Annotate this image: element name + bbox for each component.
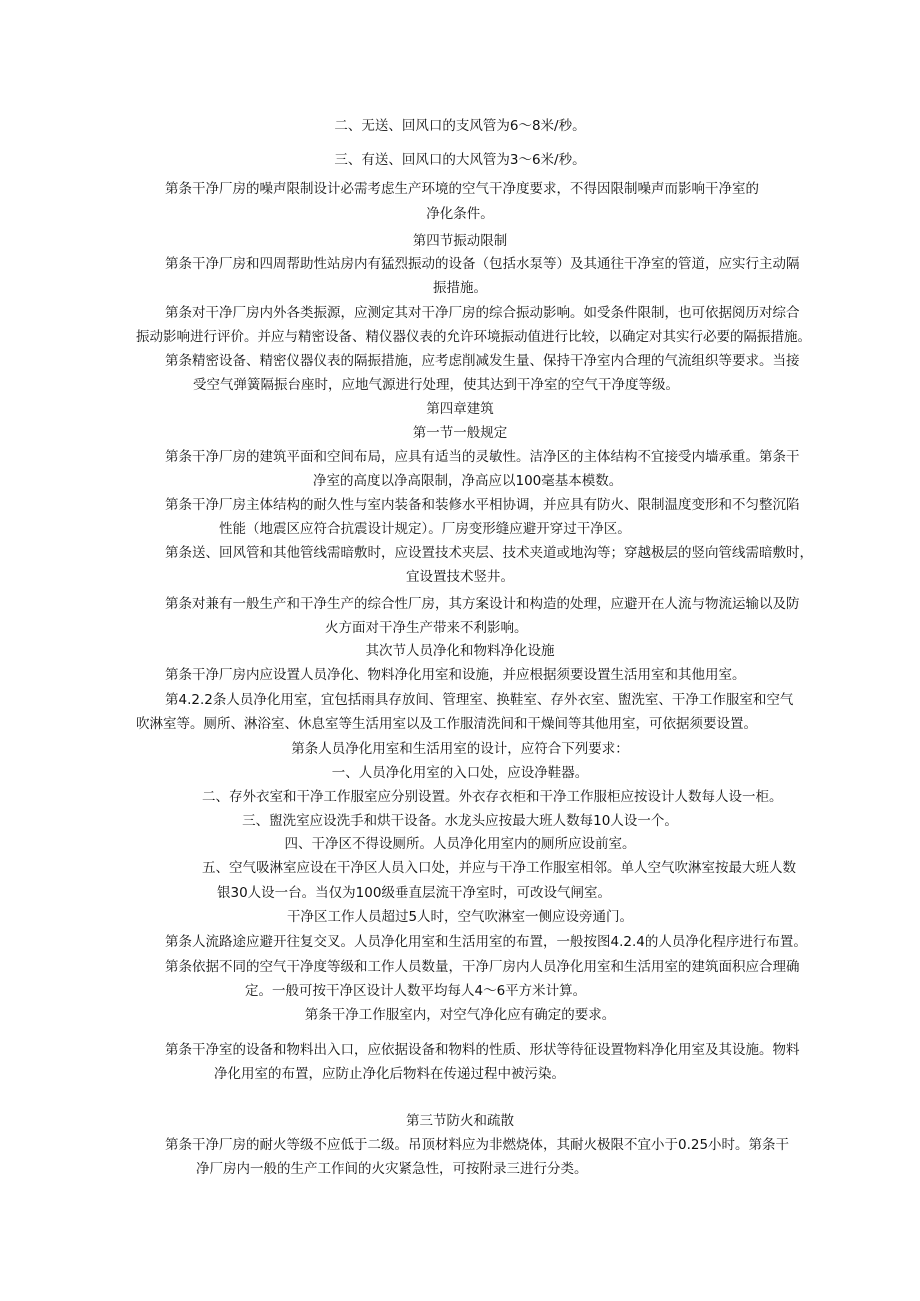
text-line: 第4.2.2条人员净化用室，宜包括雨具存放间、管理室、换鞋室、存外衣室、盥洗室、干净工作服室和空气 <box>165 692 794 708</box>
text-line: 二、无送、回风口的支风管为6～8米/秒。 <box>334 118 586 134</box>
text-line: 银30人设一台。当仅为100级垂直层流干净室时，可改设气闸室。 <box>217 885 611 901</box>
text-line: 第条人流路途应避开往复交叉。人员净化用室和生活用室的布置，一般按图4.2.4的人员净化程序进行布置。 <box>165 934 807 950</box>
text-line: 第条干净厂房内应设置人员净化、物料净化用室和设施，并应根据须要设置生活用室和其他用室。 <box>165 667 746 683</box>
text-line: 四、干净区不得设厕所。人员净化用室内的厕所应设前室。 <box>284 836 636 852</box>
text-line: 振动影响进行评价。并应与精密设备、精仪器仪表的允许环境振动值进行比较，以确定对其实行必要的隔振措施。 <box>136 329 811 345</box>
text-line: 干净区工作人员超过5人时，空气吹淋室一侧应设旁通门。 <box>286 909 634 925</box>
text-line: 性能（地震区应符合抗震设计规定）。厂房变形缝应避开穿过干净区。 <box>219 521 631 537</box>
text-line: 净化条件。 <box>426 206 494 222</box>
text-line: 第条干净厂房的噪声限制设计必需考虑生产环境的空气干净度要求，不得因限制噪声而影响干净室的 <box>165 181 759 197</box>
section-heading: 其次节人员净化和物料净化设施 <box>365 643 555 659</box>
text-line: 第条精密设备、精密仪器仪表的隔振措施，应考虑削减发生量、保持干净室内合理的气流组织等要求。当接 <box>165 353 800 369</box>
text-line: 第条对兼有一般生产和干净生产的综合性厂房，其方案设计和构造的处理，应避开在人流与物流运输以及防 <box>165 596 800 612</box>
text-line: 三、盥洗室应设洗手和烘干设备。水龙头应按最大班人数每10人设一个。 <box>242 813 678 829</box>
text-line: 第条对干净厂房内外各类振源，应测定其对干净厂房的综合振动影响。如受条件限制，也可依据阅历对综合 <box>165 305 800 321</box>
text-line: 净厂房内一般的生产工作间的火灾紧急性，可按附录三进行分类。 <box>196 1161 588 1177</box>
chapter-heading: 第四章建筑 <box>426 401 494 417</box>
text-line: 五、空气吸淋室应设在干净区人员入口处，并应与干净工作服室相邻。单人空气吹淋室按最大班人数 <box>202 860 796 876</box>
text-line: 净室的高度以净高限制，净高应以100毫基本模数。 <box>313 473 623 489</box>
text-line: 宜设置技术竖井。 <box>406 569 514 585</box>
text-line: 第条干净厂房的耐火等级不应低于二级。吊顶材料应为非燃烧体，其耐火极限不宜小于0.25小时。第条干 <box>165 1137 790 1153</box>
text-line: 一、人员净化用室的入口处，应设净鞋器。 <box>331 765 589 781</box>
text-line: 受空气弹簧隔振台座时，应地气源进行处理，使其达到干净室的空气干净度等级。 <box>193 377 679 393</box>
text-line: 振措施。 <box>433 280 487 296</box>
text-line: 第条干净室的设备和物料出入口，应依据设备和物料的性质、形状等待征设置物料净化用室及其设施。物料 <box>165 1042 800 1058</box>
text-line: 第条送、回风管和其他管线需暗敷时，应设置技术夹层、技术夹道或地沟等；穿越极层的竖向管线需暗敷时， <box>165 545 813 561</box>
text-line: 第条干净工作服室内，对空气净化应有确定的要求。 <box>304 1007 616 1023</box>
text-line: 火方面对干净生产带来不利影响。 <box>325 620 528 636</box>
text-line: 二、存外衣室和干净工作服室应分别设置。外衣存衣柜和干净工作服柜应按设计人数每人设一柜。 <box>202 789 783 805</box>
text-line: 第条人员净化用室和生活用室的设计，应符合下列要求： <box>291 741 629 757</box>
text-line: 三、有送、回风口的大风管为3～6米/秒。 <box>334 152 586 168</box>
section-heading: 第一节一般规定 <box>412 425 508 441</box>
text-line: 定。一般可按干净区设计人数平均每人4～6平方米计算。 <box>245 983 587 999</box>
text-line: 第条干净厂房和四周帮助性站房内有猛烈振动的设备（包括水泵等）及其通往干净室的管道，应实行主动隔 <box>165 256 800 272</box>
text-line: 净化用室的布置，应防止净化后物料在传递过程中被污染。 <box>214 1066 565 1082</box>
text-line: 吹淋室等。厕所、淋浴室、休息室等生活用室以及工作服清洗间和干燥间等其他用室，可依据须要设置。 <box>136 716 757 732</box>
text-line: 第条干净厂房主体结构的耐久性与室内装备和装修水平相协调，并应具有防火、限制温度变形和不匀整沉陷 <box>165 497 800 513</box>
text-line: 第条依据不同的空气干净度等级和工作人员数量，干净厂房内人员净化用室和生活用室的建筑面积应合理确 <box>165 959 800 975</box>
section-heading: 第四节振动限制 <box>412 233 508 249</box>
text-line: 第条干净厂房的建筑平面和空间布局，应具有适当的灵敏性。洁净区的主体结构不宜接受内墙承重。第条干 <box>165 449 800 465</box>
section-heading: 第三节防火和疏散 <box>406 1113 514 1129</box>
